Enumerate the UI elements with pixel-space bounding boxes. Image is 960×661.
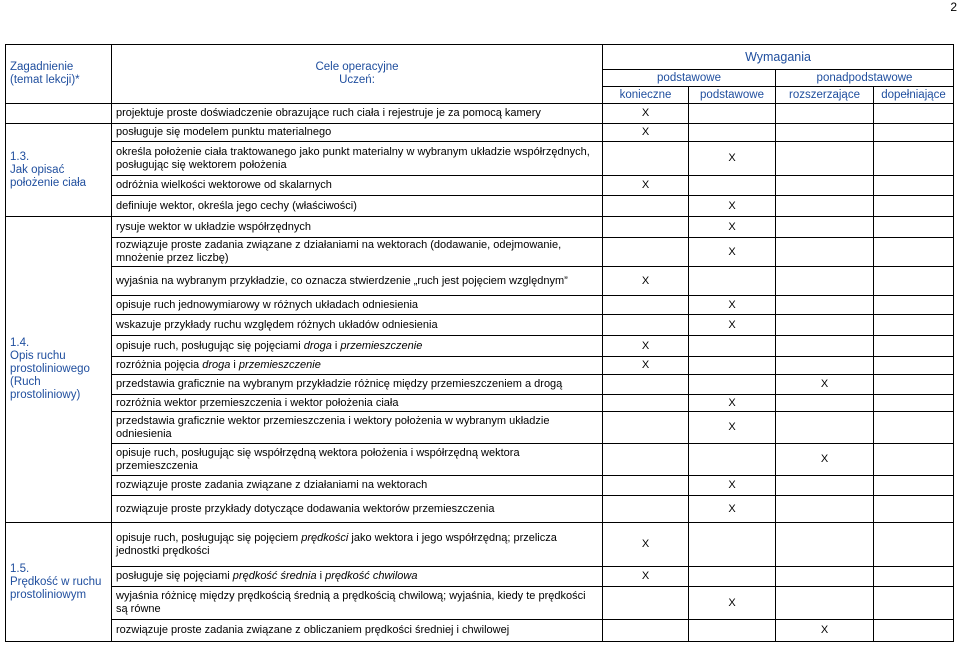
goal-text-part: i [316, 570, 326, 582]
extending-mark [776, 357, 874, 375]
topic-cell [6, 217, 112, 523]
basic-mark: X [689, 142, 776, 176]
table-row [6, 496, 954, 523]
necessary-mark: X [603, 567, 689, 587]
table-row [6, 336, 954, 357]
necessary-mark: X [603, 523, 689, 567]
basic-mark: X [689, 395, 776, 412]
topic-number: 1.3. [10, 150, 30, 163]
table-row [6, 296, 954, 315]
goal-cell: rozwiązuje proste zadania związane z działaniami na wektorach [112, 476, 603, 496]
goal-cell [112, 336, 603, 357]
basic-mark [689, 104, 776, 124]
extending-mark [776, 476, 874, 496]
table-row [6, 104, 954, 124]
goal-text-part: opisuje ruch, posługując się pojęciem [116, 531, 302, 544]
goal-cell: rozwiązuje proste przykłady dotyczące dodawania wektorów przemieszczenia [112, 496, 603, 523]
supplementary-mark [874, 620, 954, 642]
goal-text-part: opisuje ruch, posługując się pojęciami [116, 339, 304, 352]
basic-mark [689, 336, 776, 357]
extending-mark [776, 296, 874, 315]
extending-mark: X [776, 620, 874, 642]
supplementary-mark [874, 315, 954, 336]
necessary-mark [603, 196, 689, 217]
goal-term: droga [303, 339, 332, 352]
basic-mark: X [689, 412, 776, 444]
goal-term: przemieszczenie [340, 339, 423, 352]
goal-cell: rozwiązuje proste zadania związane z obliczaniem prędkości średniej i chwilowej [112, 620, 603, 642]
goal-cell: przedstawia graficznie wektor przemieszczenia i wektory położenia w wybranym układzie odniesienia [112, 412, 603, 444]
necessary-mark [603, 620, 689, 642]
table-row [6, 444, 954, 476]
goal-cell: wyjaśnia różnicę między prędkością średnią a prędkością chwilową; wyjaśnia, kiedy te prędkości są równe [112, 587, 603, 620]
supplementary-mark [874, 357, 954, 375]
basic-mark [689, 357, 776, 375]
extending-mark [776, 176, 874, 196]
necessary-mark: X [603, 267, 689, 296]
goal-text-part: i [331, 339, 341, 352]
supplementary-mark [874, 238, 954, 267]
supplementary-mark [874, 567, 954, 587]
supplementary-mark [874, 336, 954, 357]
topic-name: Prędkość w ruchu prostoliniowym [10, 575, 102, 601]
supplementary-column-header: dopełniające [874, 87, 954, 104]
table-row [6, 267, 954, 296]
basic-mark [689, 124, 776, 142]
goals-column-header [112, 45, 603, 104]
goal-cell: opisuje ruch, posługując się współrzędną wektora położenia i współrzędną wektora przemieszczenia [112, 444, 603, 476]
table-row [6, 124, 954, 142]
goal-cell [112, 567, 603, 587]
basic-mark [689, 567, 776, 587]
supplementary-mark [874, 444, 954, 476]
table-row [6, 217, 954, 238]
necessary-mark [603, 587, 689, 620]
table-row [6, 176, 954, 196]
basic-requirements-header: podstawowe [603, 70, 776, 87]
basic-mark: X [689, 217, 776, 238]
basic-mark [689, 444, 776, 476]
basic-column-header: podstawowe [689, 87, 776, 104]
table-row [6, 395, 954, 412]
necessary-mark [603, 375, 689, 395]
supplementary-mark [874, 142, 954, 176]
table-row [6, 620, 954, 642]
extending-mark [776, 496, 874, 523]
basic-mark [689, 176, 776, 196]
extending-column-header: rozszerzające [776, 87, 874, 104]
goal-text-part: jako wektora i jego współrzędną; przelicza jednostki prędkości [116, 531, 557, 557]
table-row [6, 523, 954, 567]
extending-mark [776, 587, 874, 620]
table-row [6, 357, 954, 375]
goal-cell: określa położenie ciała traktowanego jako punkt materialny w wybranym układzie współrzędnych, posługując się wektorem położenia [112, 142, 603, 176]
goal-term: prędkość chwilowa [325, 570, 418, 582]
extending-mark: X [776, 375, 874, 395]
basic-mark [689, 375, 776, 395]
extending-mark [776, 238, 874, 267]
necessary-mark [603, 217, 689, 238]
topic-number: 1.5. [10, 562, 30, 575]
supplementary-mark [874, 124, 954, 142]
supplementary-mark [874, 523, 954, 567]
page-number: 2 [950, 0, 957, 14]
supplementary-mark [874, 217, 954, 238]
necessary-column-header: konieczne [603, 87, 689, 104]
supplementary-mark [874, 395, 954, 412]
supplementary-mark [874, 412, 954, 444]
basic-mark: X [689, 587, 776, 620]
goals-title: Cele operacyjne [315, 61, 399, 73]
necessary-mark [603, 444, 689, 476]
goal-cell: opisuje ruch jednowymiarowy w różnych układach odniesienia [112, 296, 603, 315]
extending-mark [776, 124, 874, 142]
goal-cell: przedstawia graficznie na wybranym przykładzie różnicę między przemieszczeniem a drogą [112, 375, 603, 395]
necessary-mark [603, 476, 689, 496]
topic-number: 1.4. [10, 337, 30, 349]
extending-mark [776, 315, 874, 336]
extended-requirements-header: ponadpodstawowe [776, 70, 954, 87]
goal-cell: rozwiązuje proste zadania związane z działaniami na wektorach (dodawanie, odejmowanie, mnożenie przez liczbę) [112, 238, 603, 267]
table-row [6, 315, 954, 336]
basic-mark [689, 523, 776, 567]
necessary-mark: X [603, 336, 689, 357]
goal-term: przemieszczenie [238, 359, 321, 371]
goals-subtitle: Uczeń: [339, 74, 375, 86]
basic-mark: X [689, 315, 776, 336]
supplementary-mark [874, 496, 954, 523]
necessary-mark [603, 496, 689, 523]
extending-mark [776, 412, 874, 444]
extending-mark [776, 217, 874, 238]
goal-text-part: rozróżnia pojęcia [116, 359, 203, 371]
necessary-mark [603, 412, 689, 444]
topic-cell [6, 104, 112, 124]
goal-term: droga [202, 359, 231, 371]
necessary-mark: X [603, 176, 689, 196]
extending-mark [776, 104, 874, 124]
extending-mark [776, 142, 874, 176]
extending-mark [776, 395, 874, 412]
extending-mark [776, 267, 874, 296]
basic-mark [689, 620, 776, 642]
necessary-mark [603, 315, 689, 336]
supplementary-mark [874, 296, 954, 315]
goal-text-part: posługuje się pojęciami [116, 570, 233, 582]
table-row [6, 238, 954, 267]
basic-mark: X [689, 196, 776, 217]
extending-mark [776, 196, 874, 217]
supplementary-mark [874, 176, 954, 196]
requirements-header: Wymagania [603, 45, 954, 70]
extending-mark [776, 567, 874, 587]
topic-name: Jak opisać położenie ciała [10, 163, 87, 189]
goal-cell: odróżnia wielkości wektorowe od skalarnych [112, 176, 603, 196]
extending-mark [776, 523, 874, 567]
topic-cell [6, 523, 112, 642]
basic-mark: X [689, 496, 776, 523]
topic-column-header: Zagadnienie (temat lekcji)* [6, 45, 112, 104]
supplementary-mark [874, 267, 954, 296]
goal-text-part: i [230, 359, 239, 371]
table-row [6, 476, 954, 496]
table-row [6, 142, 954, 176]
necessary-mark [603, 395, 689, 412]
supplementary-mark [874, 375, 954, 395]
basic-mark [689, 267, 776, 296]
goal-cell: wskazuje przykłady ruchu względem różnych układów odniesienia [112, 315, 603, 336]
goal-cell [112, 523, 603, 567]
goal-term: prędkości [301, 531, 349, 544]
table-row [6, 196, 954, 217]
necessary-mark: X [603, 357, 689, 375]
goal-term: prędkość średnia [232, 570, 317, 582]
goal-cell [112, 357, 603, 375]
supplementary-mark [874, 104, 954, 124]
goal-cell: rozróżnia wektor przemieszczenia i wektor położenia ciała [112, 395, 603, 412]
supplementary-mark [874, 587, 954, 620]
goal-cell: rysuje wektor w układzie współrzędnych [112, 217, 603, 238]
supplementary-mark [874, 196, 954, 217]
basic-mark: X [689, 296, 776, 315]
necessary-mark: X [603, 124, 689, 142]
extending-mark: X [776, 444, 874, 476]
topic-cell [6, 124, 112, 217]
goal-cell: posługuje się modelem punktu materialnego [112, 124, 603, 142]
necessary-mark [603, 296, 689, 315]
supplementary-mark [874, 476, 954, 496]
table-row [6, 375, 954, 395]
extending-mark [776, 336, 874, 357]
basic-mark: X [689, 476, 776, 496]
table-row [6, 567, 954, 587]
table-row [6, 587, 954, 620]
necessary-mark: X [603, 104, 689, 124]
goal-cell: projektuje proste doświadczenie obrazujące ruch ciała i rejestruje je za pomocą kamery [112, 104, 603, 124]
table-row [6, 412, 954, 444]
requirements-table [5, 44, 954, 642]
topic-name: Opis ruchu prostoliniowego (Ruch prostoliniowy) [10, 350, 90, 401]
necessary-mark [603, 142, 689, 176]
goal-cell: definiuje wektor, określa jego cechy (właściwości) [112, 196, 603, 217]
basic-mark: X [689, 238, 776, 267]
necessary-mark [603, 238, 689, 267]
goal-cell: wyjaśnia na wybranym przykładzie, co oznacza stwierdzenie „ruch jest pojęciem względnym” [112, 267, 603, 296]
